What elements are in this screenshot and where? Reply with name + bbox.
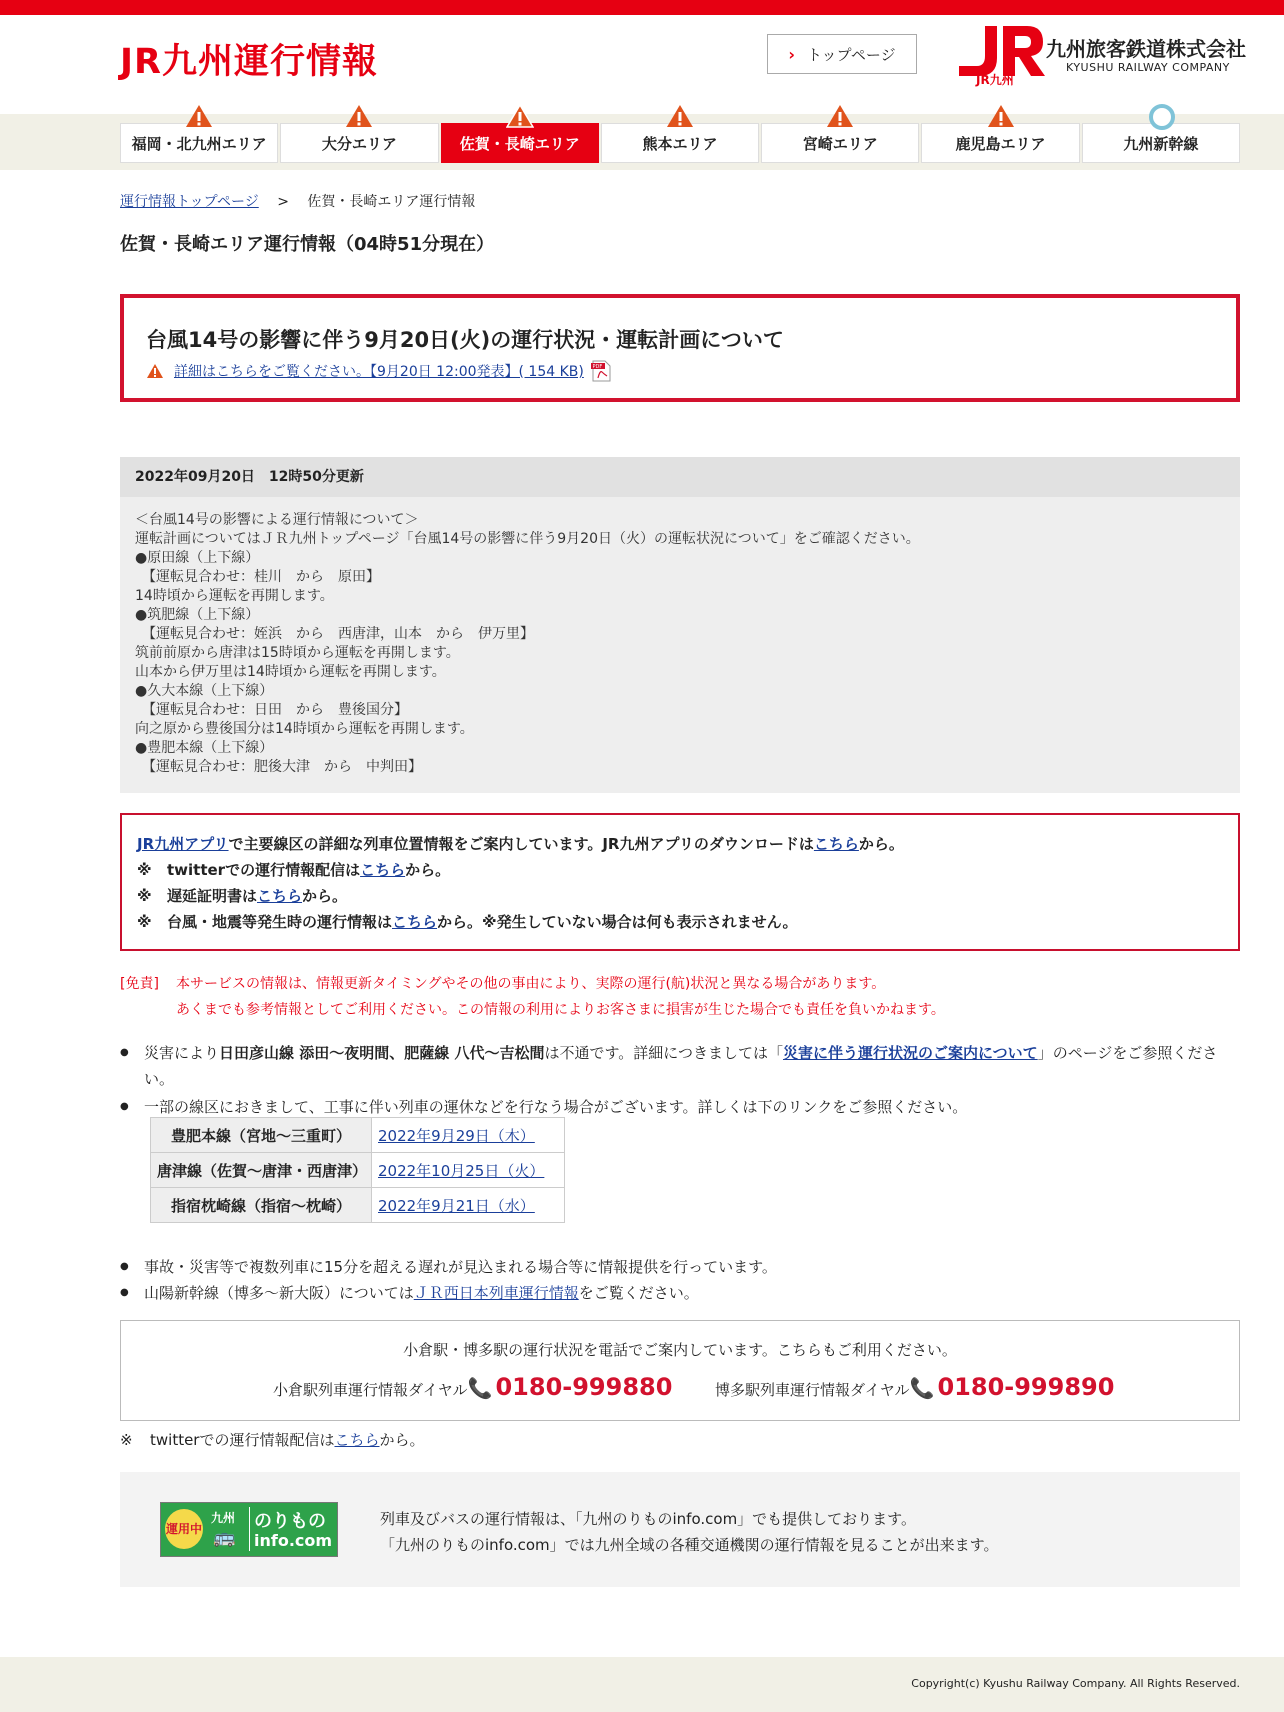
warning-icon [826, 104, 854, 128]
info-line: ●筑肥線（上下線） [135, 607, 260, 623]
jr-west-link[interactable]: ＪＲ西日本列車運行情報 [413, 1284, 579, 1302]
nav-item-saga-nagasaki[interactable] [441, 123, 599, 163]
notice-text: twitterでの運行情報配信は [167, 861, 361, 879]
info-line: ●原田線（上下線） [135, 550, 260, 566]
info-line: 山本から伊万里は14時頃から運転を再開します。 [135, 664, 446, 680]
bullet-text: をご覧ください。 [578, 1284, 699, 1302]
notice-text: から。※発生していない場合は何も表示されません。 [437, 913, 798, 931]
delay-certificate-link[interactable]: こちら [257, 887, 303, 905]
company-name: 九州旅客鉄道株式会社 [1046, 37, 1246, 61]
site-title[interactable]: JR九州運行情報 [120, 42, 378, 82]
alert-link-row [146, 360, 622, 382]
pdf-icon [590, 360, 612, 382]
kokura-phone-label: 小倉駅列車運行情報ダイヤル [273, 1381, 468, 1399]
company-name-en: KYUSHU RAILWAY COMPANY [1066, 61, 1230, 74]
jr-app-link[interactable]: JR九州アプリ [137, 835, 229, 853]
list-item: ● 一部の線区におきまして、工事に伴い列車の運休などを行なう場合がございます。詳しくは下のリンクをご参照ください。 [120, 1094, 1240, 1120]
notice-typhoon-row [137, 909, 1223, 935]
notice-text: 遅延証明書は [167, 887, 258, 905]
notice-box [120, 813, 1240, 951]
disaster-status-link[interactable]: 災害に伴う運行状況のご案内について [782, 1044, 1038, 1062]
chevron-right-icon: › [788, 44, 795, 64]
table-row [151, 1118, 565, 1153]
info-line: ＜台風14号の影響による運行情報について＞ [135, 512, 419, 528]
info-line: 【運転見合わせ：姪浜 から 西唐津，山本 から 伊万里】 [135, 626, 534, 642]
top-red-bar [0, 0, 1284, 15]
bullet-text: 」のページをご参照ください。 [144, 1044, 1218, 1088]
norimono-line: 列車及びバスの運行情報は、「九州のりものinfo.com」でも提供しております。 [380, 1510, 916, 1528]
table-row [151, 1188, 565, 1223]
norimono-text [380, 1506, 998, 1558]
notice-delay-row [137, 883, 1223, 909]
warning-icon [987, 104, 1015, 128]
bus-icon: 🚌 [213, 1527, 236, 1548]
breadcrumb-separator: > [277, 194, 289, 210]
nav-item-label: 宮崎エリア [802, 134, 878, 153]
note-mark: ※ [137, 887, 152, 905]
norimono-info-panel [120, 1472, 1240, 1587]
top-page-button[interactable] [767, 34, 917, 74]
maintenance-line: 豊肥本線（宮地～三重町） [151, 1118, 372, 1153]
bullet-text: 災害により [144, 1044, 220, 1062]
hakata-phone [715, 1373, 1114, 1401]
notice-text: で主要線区の詳細な列車位置情報をご案内しています。JR九州アプリのダウンロードは [228, 835, 814, 853]
norimono-line: 「九州のりものinfo.com」では九州全域の各種交通機関の運行情報を見ることが出来ます。 [380, 1536, 999, 1554]
page-title: 佐賀・長崎エリア運行情報（04時51分現在） [120, 234, 495, 255]
nav-item-kumamoto[interactable] [601, 123, 759, 163]
nav-item-label: 佐賀・長崎エリア [459, 134, 580, 153]
logo-badge: 運用中 [165, 1509, 203, 1549]
nav-item-oita[interactable] [280, 123, 438, 163]
app-download-link[interactable]: こちら [813, 835, 859, 853]
hakata-phone-label: 博多駅列車運行情報ダイヤル [715, 1381, 910, 1399]
logo-sub-text: info.com [254, 1531, 333, 1550]
twitter-note-text: twitterでの運行情報配信は [150, 1431, 335, 1449]
notice-twitter-row [137, 857, 1223, 883]
twitter-link-bottom[interactable]: こちら [334, 1431, 380, 1449]
list-item [120, 1280, 1240, 1306]
warning-icon [185, 104, 213, 128]
breadcrumb [120, 191, 475, 211]
nav-item-label: 九州新幹線 [1123, 134, 1199, 153]
footer [0, 1657, 1284, 1712]
maintenance-date-link[interactable]: 2022年9月29日（木） [378, 1126, 535, 1145]
notice-text: から。 [858, 835, 904, 853]
info-line: 筑前前原から唐津は15時頃から運転を再開します。 [135, 645, 460, 661]
nav-item-miyazaki[interactable] [761, 123, 919, 163]
logo-main-text: のりもの [254, 1511, 326, 1532]
breadcrumb-current: 佐賀・長崎エリア運行情報 [307, 194, 476, 210]
logo-sub-text: JR九州 [976, 73, 1014, 87]
note-mark: ※ [120, 1431, 133, 1449]
info-line: 14時頃から運転を再開します。 [135, 588, 334, 604]
maintenance-line: 唐津線（佐賀～唐津・西唐津） [151, 1153, 372, 1188]
disclaimer [120, 973, 945, 1019]
top-page-button-label: トップページ [806, 45, 896, 64]
nav-item-shinkansen[interactable] [1082, 123, 1240, 163]
maintenance-table [150, 1117, 565, 1223]
svg-text:PDF: PDF [592, 364, 603, 370]
twitter-note [120, 1429, 425, 1450]
hakata-phone-number[interactable]: 0180-999890 [937, 1373, 1115, 1401]
disclaimer-line: あくまでも参考情報としてご利用ください。この情報の利用によりお客さまに損害が生じた場合でも責任を負いかねます。 [176, 1002, 945, 1018]
typhoon-info-link[interactable]: こちら [392, 913, 438, 931]
disclaimer-line: 本サービスの情報は、情報更新タイミングやその他の事由により、実際の運行(航)状況と異なる場合があります。 [176, 976, 886, 992]
note-mark: ※ [137, 913, 152, 931]
maintenance-date-link[interactable]: 2022年10月25日（火） [378, 1161, 545, 1180]
notice-text: 台風・地震等発生時の運行情報は [167, 913, 393, 931]
area-nav [120, 123, 1240, 163]
notice-bullets [120, 1040, 1240, 1120]
notice-text: から。 [405, 861, 451, 879]
kokura-phone-number[interactable]: 0180-999880 [495, 1373, 673, 1401]
warning-icon [666, 104, 694, 128]
norimono-info-logo[interactable] [160, 1502, 338, 1557]
maintenance-line: 指宿枕崎線（指宿～枕崎） [151, 1188, 372, 1223]
nav-item-label: 大分エリア [321, 134, 397, 153]
bullet-bold-text: 日田彦山線 添田～夜明間、肥薩線 八代～吉松間 [219, 1044, 545, 1062]
info-bullets [120, 1254, 1240, 1306]
phone-icon: 📞 [909, 1376, 935, 1400]
maintenance-date-link[interactable]: 2022年9月21日（水） [378, 1196, 535, 1215]
twitter-note-text: から。 [379, 1431, 425, 1449]
bullet-text: は不通です。詳細につきましては「 [544, 1044, 783, 1062]
alert-title: 台風14号の影響に伴う9月20日(火)の運行状況・運転計画について [146, 328, 784, 352]
disclaimer-tag: [免責] [120, 976, 159, 992]
phone-intro: 小倉駅・博多駅の運行状況を電話でご案内しています。こちらもご利用ください。 [403, 1341, 957, 1359]
kokura-phone [273, 1373, 672, 1401]
warning-icon [345, 104, 373, 128]
notice-app-row [137, 831, 1223, 857]
nav-item-kagoshima[interactable] [921, 123, 1079, 163]
phone-icon: 📞 [467, 1376, 493, 1400]
info-line: 向之原から豊後国分は14時頃から運転を再開します。 [135, 721, 474, 737]
normal-status-icon [1149, 104, 1175, 130]
list-item [120, 1040, 1240, 1092]
copyright: Copyright(c) Kyushu Railway Company. All Rights Reserved. [911, 1677, 1240, 1690]
nav-item-fukuoka[interactable] [120, 123, 278, 163]
note-mark: ※ [137, 861, 152, 879]
info-body [120, 497, 1240, 793]
alert-detail-link[interactable]: 詳細はこちらをご覧ください。【9月20日 12:00発表】( 154 KB) [174, 364, 584, 380]
breadcrumb-home-link[interactable]: 運行情報トップページ [120, 194, 259, 210]
notice-text: から。 [302, 887, 348, 905]
info-line: 【運転見合わせ：日田 から 豊後国分】 [135, 702, 408, 718]
warning-icon [146, 363, 164, 379]
info-line: 【運転見合わせ：桂川 から 原田】 [135, 569, 380, 585]
table-row [151, 1153, 565, 1188]
nav-item-label: 福岡・北九州エリア [131, 134, 267, 153]
list-item: ● 事故・災害等で複数列車に15分を超える遅れが見込まれる場合等に情報提供を行っています。 [120, 1254, 1240, 1280]
info-line: 【運転見合わせ：肥後大津 から 中判田】 [135, 759, 422, 775]
typhoon-alert-box [120, 294, 1240, 402]
info-updated-header: 2022年09月20日 12時50分更新 [120, 457, 1240, 497]
phone-info-box [120, 1320, 1240, 1421]
logo-kyushu-text: 九州 [211, 1511, 236, 1525]
nav-item-label: 鹿児島エリア [955, 134, 1046, 153]
twitter-link[interactable]: こちら [360, 861, 406, 879]
info-line: ●久大本線（上下線） [135, 683, 274, 699]
nav-item-label: 熊本エリア [642, 134, 718, 153]
warning-icon [506, 104, 534, 128]
info-line: ●豊肥本線（上下線） [135, 740, 274, 756]
logo-divider [249, 1507, 250, 1551]
info-line: 運転計画についてはＪＲ九州トップページ「台風14号の影響に伴う9月20日（火）の運転状況について」をご確認ください。 [135, 531, 920, 547]
bullet-text: 山陽新幹線（博多～新大阪）については [144, 1284, 414, 1302]
